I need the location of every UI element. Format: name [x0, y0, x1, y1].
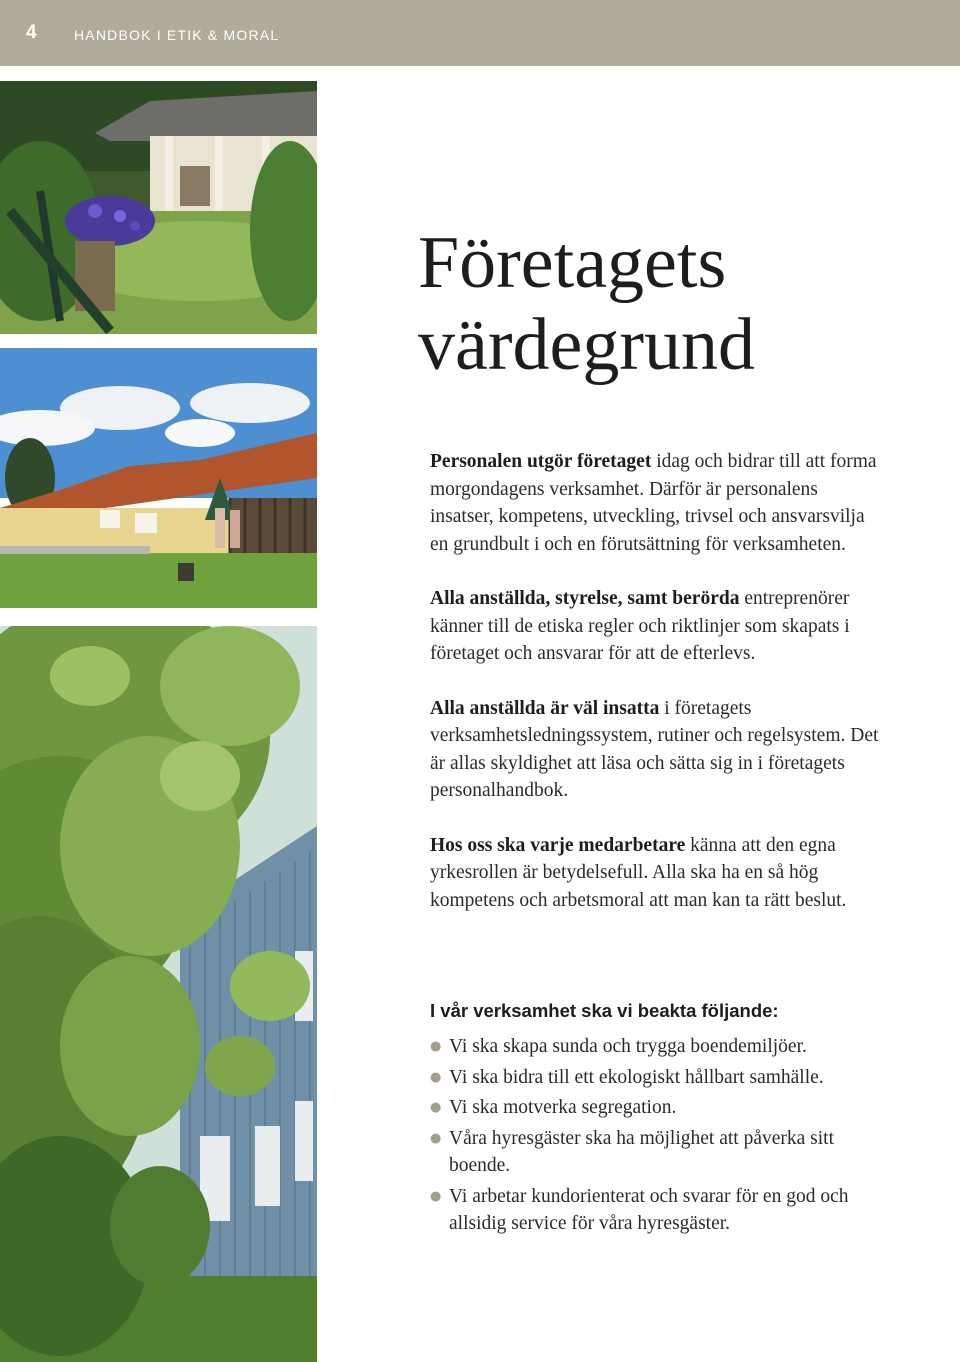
list-heading: I vår verksamhet ska vi beakta följande: — [430, 1000, 779, 1021]
list-item — [430, 1094, 890, 1122]
list-item-text: Vi ska skapa sunda och trygga boendemiljöer. — [449, 1036, 807, 1057]
page-number: 4 — [26, 22, 37, 43]
bullet-icon: ● — [430, 1100, 442, 1115]
paragraph — [430, 695, 885, 805]
list-item — [430, 1033, 890, 1061]
values-list — [430, 1033, 890, 1241]
paragraph-text: idag och bidrar till att forma morgondagens verksamhet. Därför är personalens insatser, kompetens, utveckling, trivsel och ansvarsvilja en grundbult i och en förutsättning för verksamheten. — [430, 451, 877, 555]
row-houses-photo — [0, 348, 317, 608]
list-item-text: Vi ska bidra till ett ekologiskt hållbart samhälle. — [449, 1066, 824, 1088]
paragraph — [430, 585, 885, 668]
body-text — [430, 448, 885, 941]
bullet-icon: ● — [430, 1188, 442, 1204]
paragraph-text: känna att den egna yrkesrollen är betydelsefull. Alla ska ha en så hög kompetens och arbetsmoral att man kan ta rätt beslut. — [430, 834, 847, 911]
list-item-text: Vi ska motverka segregation. — [449, 1097, 677, 1118]
bullet-icon: ● — [430, 1039, 442, 1054]
bullet-icon: ● — [430, 1069, 442, 1085]
page-title-line-2: värdegrund — [418, 304, 755, 386]
tree-apartment-building-photo — [0, 626, 317, 1362]
list-item — [430, 1064, 890, 1092]
page-title — [418, 222, 755, 386]
list-item — [430, 1183, 890, 1238]
paragraph — [430, 448, 885, 558]
paragraph-lead: Alla anställda är väl insatta — [430, 697, 660, 719]
paragraph-lead: Hos oss ska varje medarbetare — [430, 834, 686, 856]
list-item-text: Våra hyresgäster ska ha möjlighet att påverka sitt boende. — [449, 1127, 834, 1176]
page-title-line-1: Företagets — [418, 222, 727, 304]
paragraph — [430, 832, 885, 915]
running-title: HANDBOK I ETIK & MORAL — [74, 27, 280, 43]
list-item-text: Vi arbetar kundorienterat och svarar för en god och allsidig service för våra hyresgäster. — [449, 1185, 849, 1234]
paragraph-lead: Alla anställda, styrelse, samt berörda — [430, 588, 740, 609]
paragraph-text: i företagets verksamhetsledningssystem, rutiner och regelsystem. Det är allas skyldighet att läsa och sätta sig in i företagets personalhandbok. — [430, 697, 879, 801]
paragraph-lead: Personalen utgör företaget — [430, 451, 652, 472]
list-item — [430, 1125, 890, 1180]
header-bar — [0, 0, 960, 66]
paragraph-text: entreprenörer känner till de etiska regler och riktlinjer som skapats i företaget och ansvarar för att de efterlevs. — [430, 588, 850, 664]
bullet-icon: ● — [430, 1130, 442, 1146]
garden-veranda-photo — [0, 81, 317, 334]
